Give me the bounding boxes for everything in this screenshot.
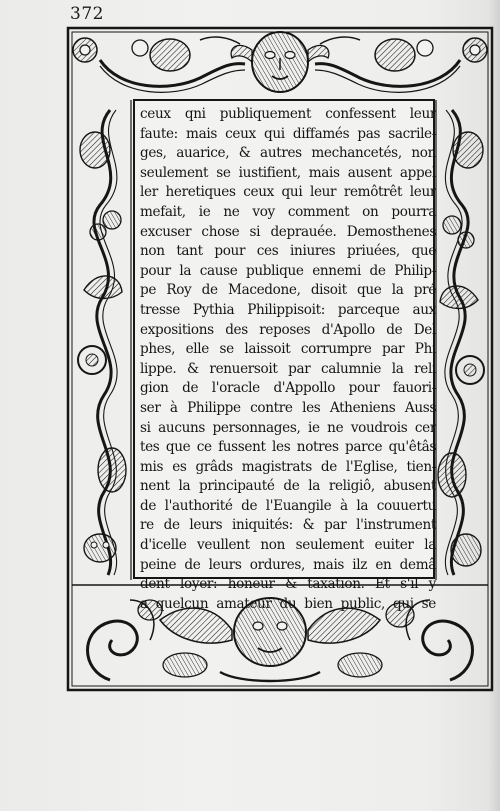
- text-line: ser à Philippe contre les Atheniens Auss: [140, 399, 436, 416]
- left-border-ornament: [78, 110, 126, 575]
- right-border-ornament: [438, 110, 484, 575]
- text-line: excuser chose si deprauée. Demosthenes: [140, 223, 436, 240]
- body-text: [140, 105, 436, 612]
- text-line: pe Roy de Macedone, disoit que la pré: [140, 282, 436, 299]
- text-line: tes que ce fussent les notres parce qu'êtâs: [140, 439, 436, 456]
- text-line: mefait, ie ne voy comment on pourra: [140, 203, 436, 220]
- top-border-ornament: [73, 32, 487, 92]
- text-line: lippe. & renuersoit par calumnie la reli: [140, 360, 436, 377]
- text-line: ler heretiques ceux qui leur remôtrêt leur: [140, 184, 436, 201]
- text-line: a quelcun amateur du bien public, qui se: [140, 595, 436, 612]
- text-line: nent la principauté de la religiô, abusent: [140, 478, 436, 495]
- text-line: expositions des reposes d'Apollo de Del: [140, 321, 436, 338]
- text-line: dent loyer: honeur & taxation. Et s'il y: [140, 576, 436, 593]
- text-line: faute: mais ceux qui diffamés pas sacrile-: [140, 125, 436, 142]
- text-line: ceux qni publiquement confessent leur: [140, 106, 436, 122]
- text-line: pour la cause publique ennemi de Philip-: [140, 262, 436, 279]
- text-line: phes, elle se laissoit corrumpre par Phi: [140, 341, 436, 358]
- text-line: de l'authorité de l'Euangile à la couuertu: [140, 497, 436, 514]
- text-line: mis es grâds magistrats de l'Eglise, tien-: [140, 458, 436, 475]
- text-line: tresse Pythia Philippisoit: parceque aux: [140, 301, 436, 318]
- text-line: peine de leurs ordures, mais ilz en demâ: [140, 556, 436, 573]
- text-line: gion de l'oracle d'Appollo pour fauori-: [140, 380, 436, 397]
- page-edge-shadow: [488, 0, 500, 811]
- text-line: re de leurs iniquités: & par l'instrument: [140, 517, 436, 534]
- text-line: si aucuns personnages, ie ne voudrois cer: [140, 419, 436, 436]
- text-line: non tant pour ces iniures priuées, que: [140, 243, 436, 260]
- page-number: 372: [70, 4, 104, 24]
- text-line: ges, auarice, & autres mechancetés, non: [140, 145, 436, 162]
- text-line: seulement se iustifient, mais ausent appel: [140, 164, 436, 181]
- text-line: d'icelle veullent non seulement euiter la: [140, 537, 436, 554]
